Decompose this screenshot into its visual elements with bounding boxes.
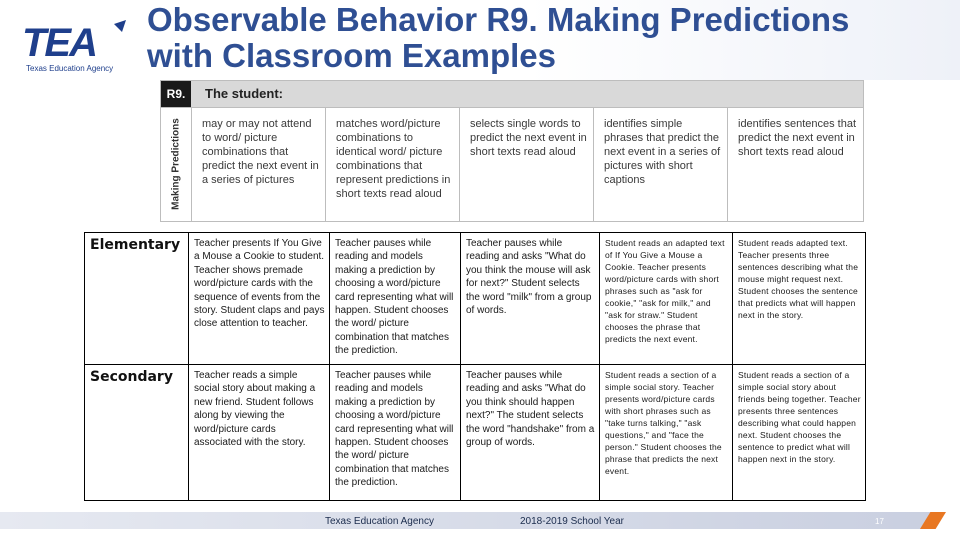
- table-cell: Student reads adapted text. Teacher presents three sentences describing what the mouse might request next. Student chooses the sentence that predicts what will happen next in the story.: [733, 233, 866, 365]
- title-line-1: Observable Behavior R9. Making Predictions: [147, 1, 850, 38]
- table-cell: Teacher pauses while reading and models making a prediction by choosing a word/picture card representing what will happen. Student chooses the word/ picture combination that matches the prediction.: [330, 233, 461, 365]
- level-label: Secondary: [85, 365, 189, 501]
- examples-table: [84, 232, 866, 501]
- rubric-descriptor: may or may not attend to word/ picture combinations that predict the next event in a series of pictures: [192, 107, 326, 221]
- rubric-descriptor: matches word/picture combinations to identical word/ picture combinations that represent predictions in short texts read aloud: [326, 107, 460, 221]
- logo-subtext: Texas Education Agency: [26, 64, 114, 73]
- footer: [0, 512, 960, 529]
- page-title: [147, 2, 947, 74]
- rubric-descriptor: selects single words to predict the next event in short texts read aloud: [460, 107, 594, 221]
- rubric-header: [161, 81, 863, 108]
- footer-bar: [0, 512, 944, 529]
- rubric-code: R9.: [161, 81, 191, 107]
- star-icon: [114, 20, 126, 32]
- table-row: [85, 233, 866, 365]
- rubric-descriptor: identifies sentences that predict the next event in short texts read aloud: [738, 118, 857, 158]
- footer-year: 2018-2019 School Year: [520, 516, 624, 527]
- rubric-image: [160, 80, 864, 222]
- level-label: Elementary: [85, 233, 189, 365]
- rubric-side-label-cell: [161, 107, 192, 221]
- table-cell: Student reads a section of a simple social story. Teacher presents word/picture cards with short phrases such as "take turns talking," "ask questions," and "face the person." Student chooses the phrase that predicts the next event.: [600, 365, 733, 501]
- page-number: 17: [875, 517, 884, 526]
- rubric-descriptor: identifies simple phrases that predict the next event in a series of pictures with short captions: [594, 107, 728, 221]
- table-cell: Teacher pauses while reading and models making a prediction by choosing a word/picture card representing what will happen. Student chooses the word/ picture combination that matches the prediction.: [330, 365, 461, 501]
- table-cell: Teacher pauses while reading and asks "What do you think should happen next?" The student selects the word "handshake" from a group of words.: [461, 365, 600, 501]
- table-cell: Teacher pauses while reading and asks "What do you think the mouse will ask for next?" Student selects the word "milk" from a group of words.: [461, 233, 600, 365]
- table-cell: Student reads a section of a simple social story about friends being together. Teacher presents three sentences describing what could happen next. Student chooses the sentence to predict what will happen next in the story.: [733, 365, 866, 501]
- tea-logo-mark: [22, 20, 134, 60]
- table-row: [85, 365, 866, 501]
- table-cell: Student reads an adapted text of If You Give a Mouse a Cookie. Teacher presents word/picture cards with short phrases such as "ask for cookie," "ask for milk," and "ask for straw." Student chooses the phrase that predicts the next event.: [600, 233, 733, 365]
- table-cell: Teacher reads a simple social story about making a new friend. Student follows along by viewing the word/picture cards associated with the story.: [189, 365, 330, 501]
- rubric-student-label: The student:: [205, 86, 283, 101]
- logo-letters: TEA: [22, 21, 96, 60]
- footer-agency: Texas Education Agency: [325, 516, 434, 527]
- table-cell: Teacher presents If You Give a Mouse a Cookie to student. Teacher shows premade word/picture cards with the sequence of events from the story. Student claps and pays close attention to teacher.: [189, 233, 330, 365]
- tea-logo: [22, 20, 134, 78]
- rubric-side-label: Making Predictions: [170, 118, 182, 210]
- title-line-2: with Classroom Examples: [147, 37, 556, 74]
